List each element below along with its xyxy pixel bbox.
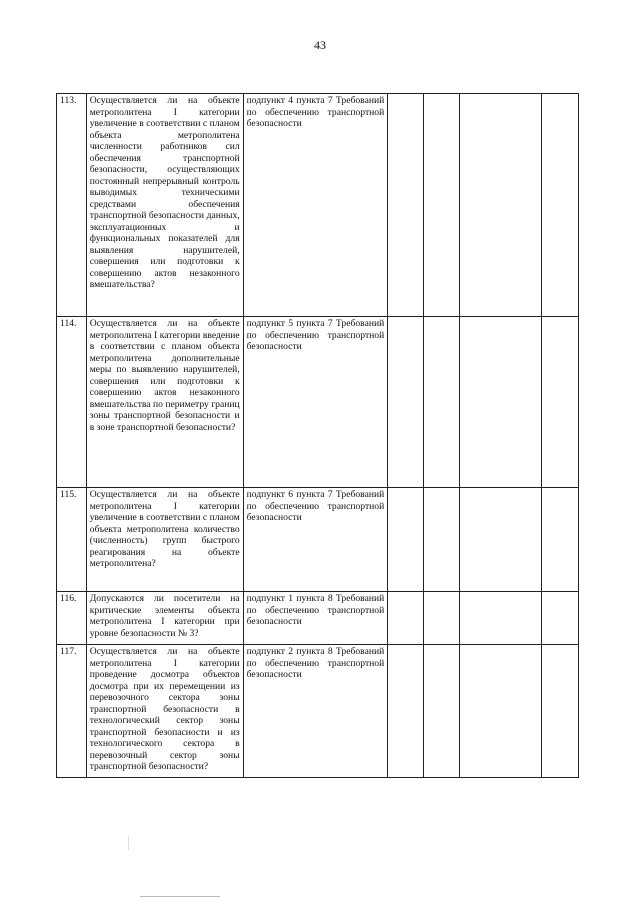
- empty-cell: [542, 94, 579, 317]
- empty-cell: [460, 94, 542, 317]
- empty-cell: [542, 645, 579, 778]
- row-number: 113.: [57, 94, 87, 317]
- table-row: [57, 317, 579, 488]
- question-cell: Допускаются ли посетители на критические элементы объекта метрополитена I категории при уровне безопасности № 3?: [86, 592, 243, 645]
- table-row: [57, 592, 579, 645]
- empty-cell: [542, 317, 579, 488]
- row-number: 116.: [57, 592, 87, 645]
- empty-cell: [388, 317, 424, 488]
- empty-cell: [542, 592, 579, 645]
- checklist-table: [56, 93, 579, 778]
- question-cell: Осуществляется ли на объекте метрополитена I категории введение в соответствии с планом объекта метрополитена дополнительные меры по выявлению нарушителей, совершения или подготовки к совершению актов незаконного вмешательства по периметру границ зоны транспортной безопасности и в зоне транспортной безопасности?: [86, 317, 243, 488]
- scan-artifact: [128, 836, 129, 850]
- empty-cell: [460, 317, 542, 488]
- empty-cell: [424, 592, 460, 645]
- question-cell: Осуществляется ли на объекте метрополитена I категории увеличение в соответствии с планом объекта метрополитена численности работников сил обеспечения транспортной безопасности, осуществляющих постоянный непрерывный контроль выводимых техническими средствами обеспечения транспортной безопасности данных, эксплуатационных и функциональных показателей для выявления нарушителей, совершения или подготовки к совершению актов незаконного вмешательства?: [86, 94, 243, 317]
- empty-cell: [460, 645, 542, 778]
- empty-cell: [388, 592, 424, 645]
- empty-cell: [424, 317, 460, 488]
- empty-cell: [388, 94, 424, 317]
- empty-cell: [424, 645, 460, 778]
- reference-cell: подпункт 5 пункта 7 Требований по обеспечению транспортной безопасности: [243, 317, 388, 488]
- empty-cell: [460, 488, 542, 592]
- table-row: [57, 94, 579, 317]
- table-row: [57, 488, 579, 592]
- empty-cell: [542, 488, 579, 592]
- reference-cell: подпункт 1 пункта 8 Требований по обеспечению транспортной безопасности: [243, 592, 388, 645]
- reference-cell: подпункт 4 пункта 7 Требований по обеспечению транспортной безопасности: [243, 94, 388, 317]
- empty-cell: [460, 592, 542, 645]
- question-cell: Осуществляется ли на объекте метрополитена I категории увеличение в соответствии с планом объекта метрополитена количество (численность) групп быстрого реагирования на объекте метрополитена?: [86, 488, 243, 592]
- empty-cell: [424, 488, 460, 592]
- reference-cell: подпункт 2 пункта 8 Требований по обеспечению транспортной безопасности: [243, 645, 388, 778]
- row-number: 114.: [57, 317, 87, 488]
- scan-artifact: [140, 896, 220, 897]
- reference-cell: подпункт 6 пункта 7 Требований по обеспечению транспортной безопасности: [243, 488, 388, 592]
- row-number: 117.: [57, 645, 87, 778]
- empty-cell: [388, 488, 424, 592]
- table-row: [57, 645, 579, 778]
- question-cell: Осуществляется ли на объекте метрополитена I категории проведение досмотра объектов досмотра при их перемещении из перевозочного сектора зоны транспортной безопасности в технологический сектор зоны транспортной безопасности и из технологического сектора в перевозочный сектор зоны транспортной безопасности?: [86, 645, 243, 778]
- row-number: 115.: [57, 488, 87, 592]
- page-number: 43: [314, 38, 326, 52]
- empty-cell: [424, 94, 460, 317]
- empty-cell: [388, 645, 424, 778]
